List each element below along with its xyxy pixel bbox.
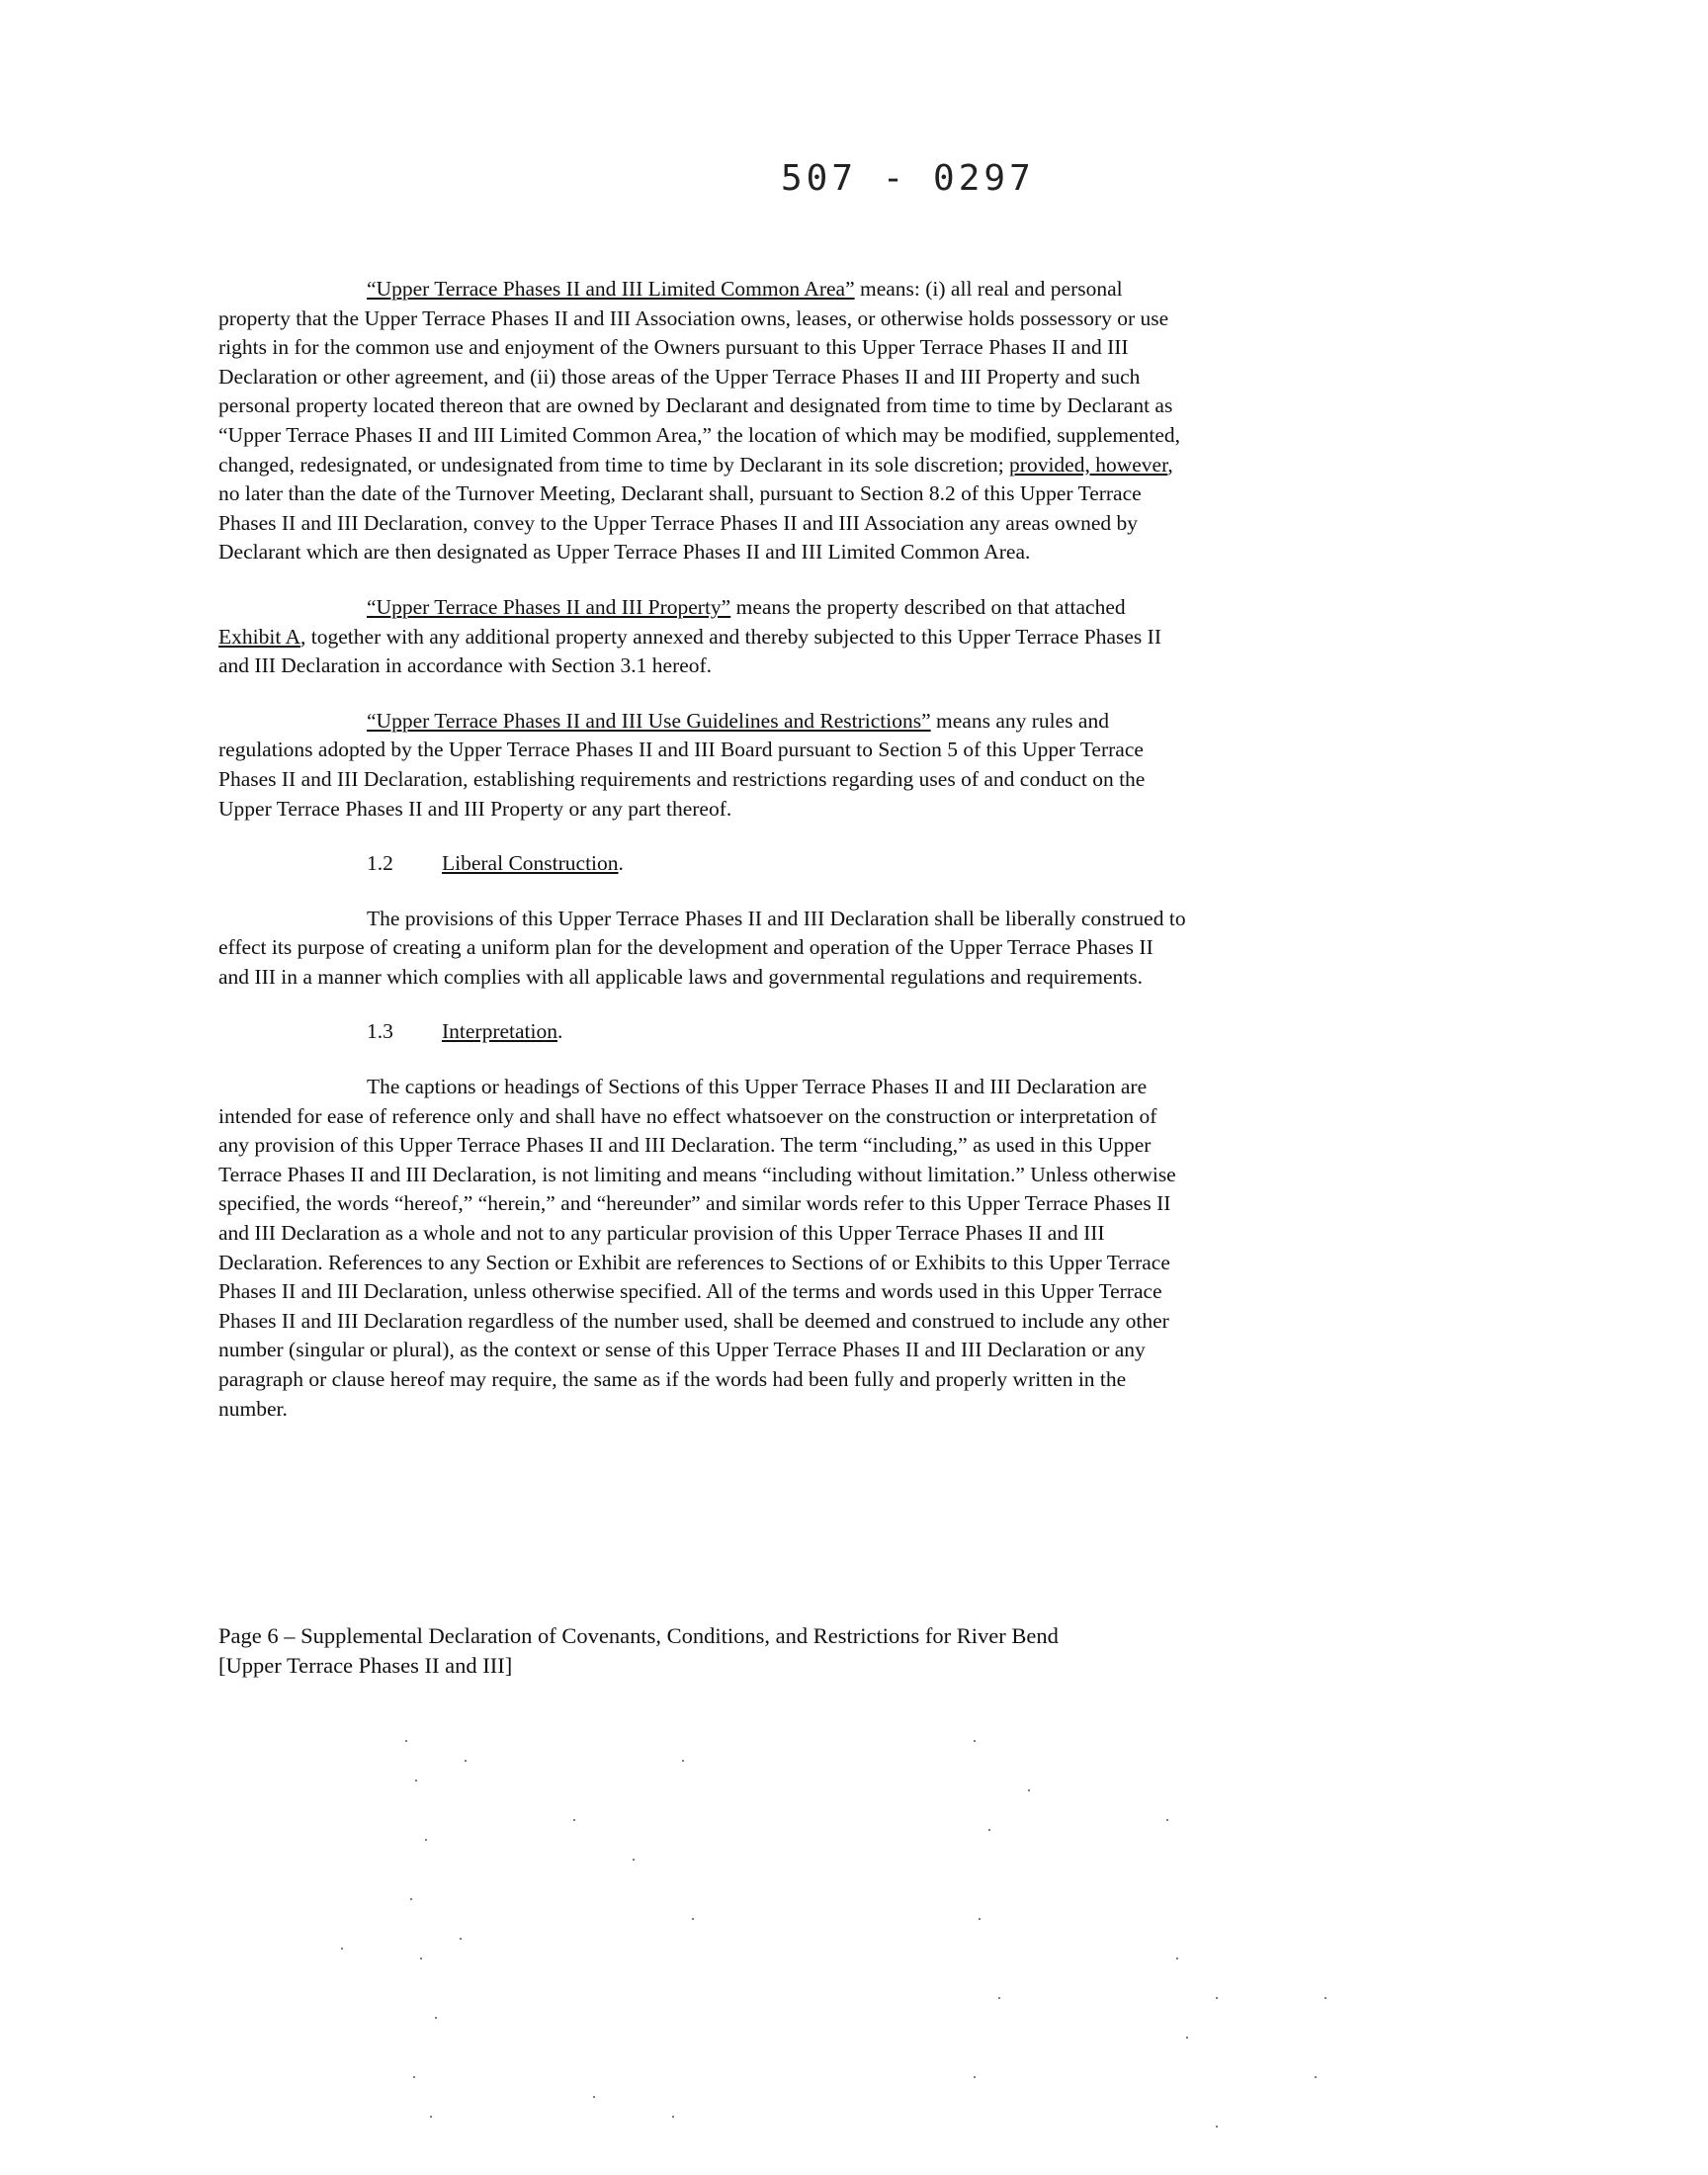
- section-title: Liberal Construction: [442, 851, 619, 876]
- definition-use-guidelines: “Upper Terrace Phases II and III Use Guidelines and Restrictions” means any rules and regulations adopted by the Upper Terrace Phases II and III Board pursuant to Section 5 of this Upper Terrace Phases II and III Declaration, establishing requirements and restrictions regarding uses of and conduct on the Upper Terrace Phases II and III Property or any part thereof.: [218, 708, 1146, 821]
- definition-property: “Upper Terrace Phases II and III Property” means the property described on that attached Exhibit A, together with any additional property annexed and thereby subjected to this Upper Terrace Phases II and III Declaration in accordance with Section 3.1 hereof.: [218, 594, 1161, 678]
- provided-however: provided, however: [1009, 452, 1168, 477]
- section-number: 1.2: [367, 851, 393, 876]
- section-body-1-3: The captions or headings of Sections of this Upper Terrace Phases II and III Declaration are intended for ease of reference only and shall have no effect whatsoever on the construction or interpretation of any provision of this Upper Terrace Phases II and III Declaration. The term “including,” as used in this Upper Terrace Phases II and III Declaration, is not limiting and means “including without limitation.” Unless otherwise specified, the words “hereof,” “herein,” and “hereunder” and similar words refer to this Upper Terrace Phases II and III Declaration as a whole and not to any particular provision of this Upper Terrace Phases II and III Declaration. References to any Section or Exhibit are references to Sections of or Exhibits to this Upper Terrace Phases II and III Declaration, unless otherwise specified. All of the terms and words used in this Upper Terrace Phases II and III Declaration regardless of the number used, shall be deemed and construed to include any other number (singular or plural), as the context or sense of this Upper Terrace Phases II and III Declaration or any paragraph or clause hereof may require, the same as if the words had been fully and properly written in the number.: [218, 1075, 1176, 1421]
- footer-line-2: [Upper Terrace Phases II and III]: [218, 1653, 513, 1678]
- recording-stamp: 507 - 0297: [781, 158, 1035, 199]
- defined-term: “Upper Terrace Phases II and III Property”: [367, 594, 731, 619]
- definitions-block: [218, 275, 1187, 1449]
- scan-noise: [0, 1700, 1708, 2175]
- section-heading-1-2: 1.2 Liberal Construction.: [218, 849, 1187, 879]
- definition-limited-common-area: “Upper Terrace Phases II and III Limited Common Area” means: (i) all real and personal property that the Upper Terrace Phases II and III Association owns, leases, or otherwise holds possessory or use rights in for the common use and enjoyment of the Owners pursuant to this Upper Terrace Phases II and III Declaration or other agreement, and (ii) those areas of the Upper Terrace Phases II and III Property and such personal property located thereon that are owned by Declarant and designated from time to time by Declarant as “Upper Terrace Phases II and III Limited Common Area,” the location of which may be modified, supplemented, changed, redesignated, or undesignated from time to time by Declarant in its sole discretion; provided, however, no later than the date of the Turnover Meeting, Declarant shall, pursuant to Section 8.2 of this Upper Terrace Phases II and III Declaration, convey to the Upper Terrace Phases II and III Association any areas owned by Declarant which are then designated as Upper Terrace Phases II and III Limited Common Area.: [218, 277, 1181, 565]
- section-heading-1-3: 1.3 Interpretation.: [218, 1017, 1187, 1047]
- page-footer: [218, 1621, 1207, 1681]
- section-title: Interpretation: [442, 1019, 558, 1044]
- section-number: 1.3: [367, 1019, 393, 1044]
- defined-term: “Upper Terrace Phases II and III Use Guidelines and Restrictions”: [367, 708, 931, 733]
- footer-line-1: Page 6 – Supplemental Declaration of Covenants, Conditions, and Restrictions for River Bend: [218, 1623, 1059, 1648]
- section-body-1-2: The provisions of this Upper Terrace Phases II and III Declaration shall be liberally construed to effect its purpose of creating a uniform plan for the development and operation of the Upper Terrace Phases II and III in a manner which complies with all applicable laws and governmental regulations and requirements.: [218, 906, 1186, 989]
- defined-term: “Upper Terrace Phases II and III Limited Common Area”: [367, 277, 855, 301]
- exhibit-reference: Exhibit A: [218, 624, 301, 649]
